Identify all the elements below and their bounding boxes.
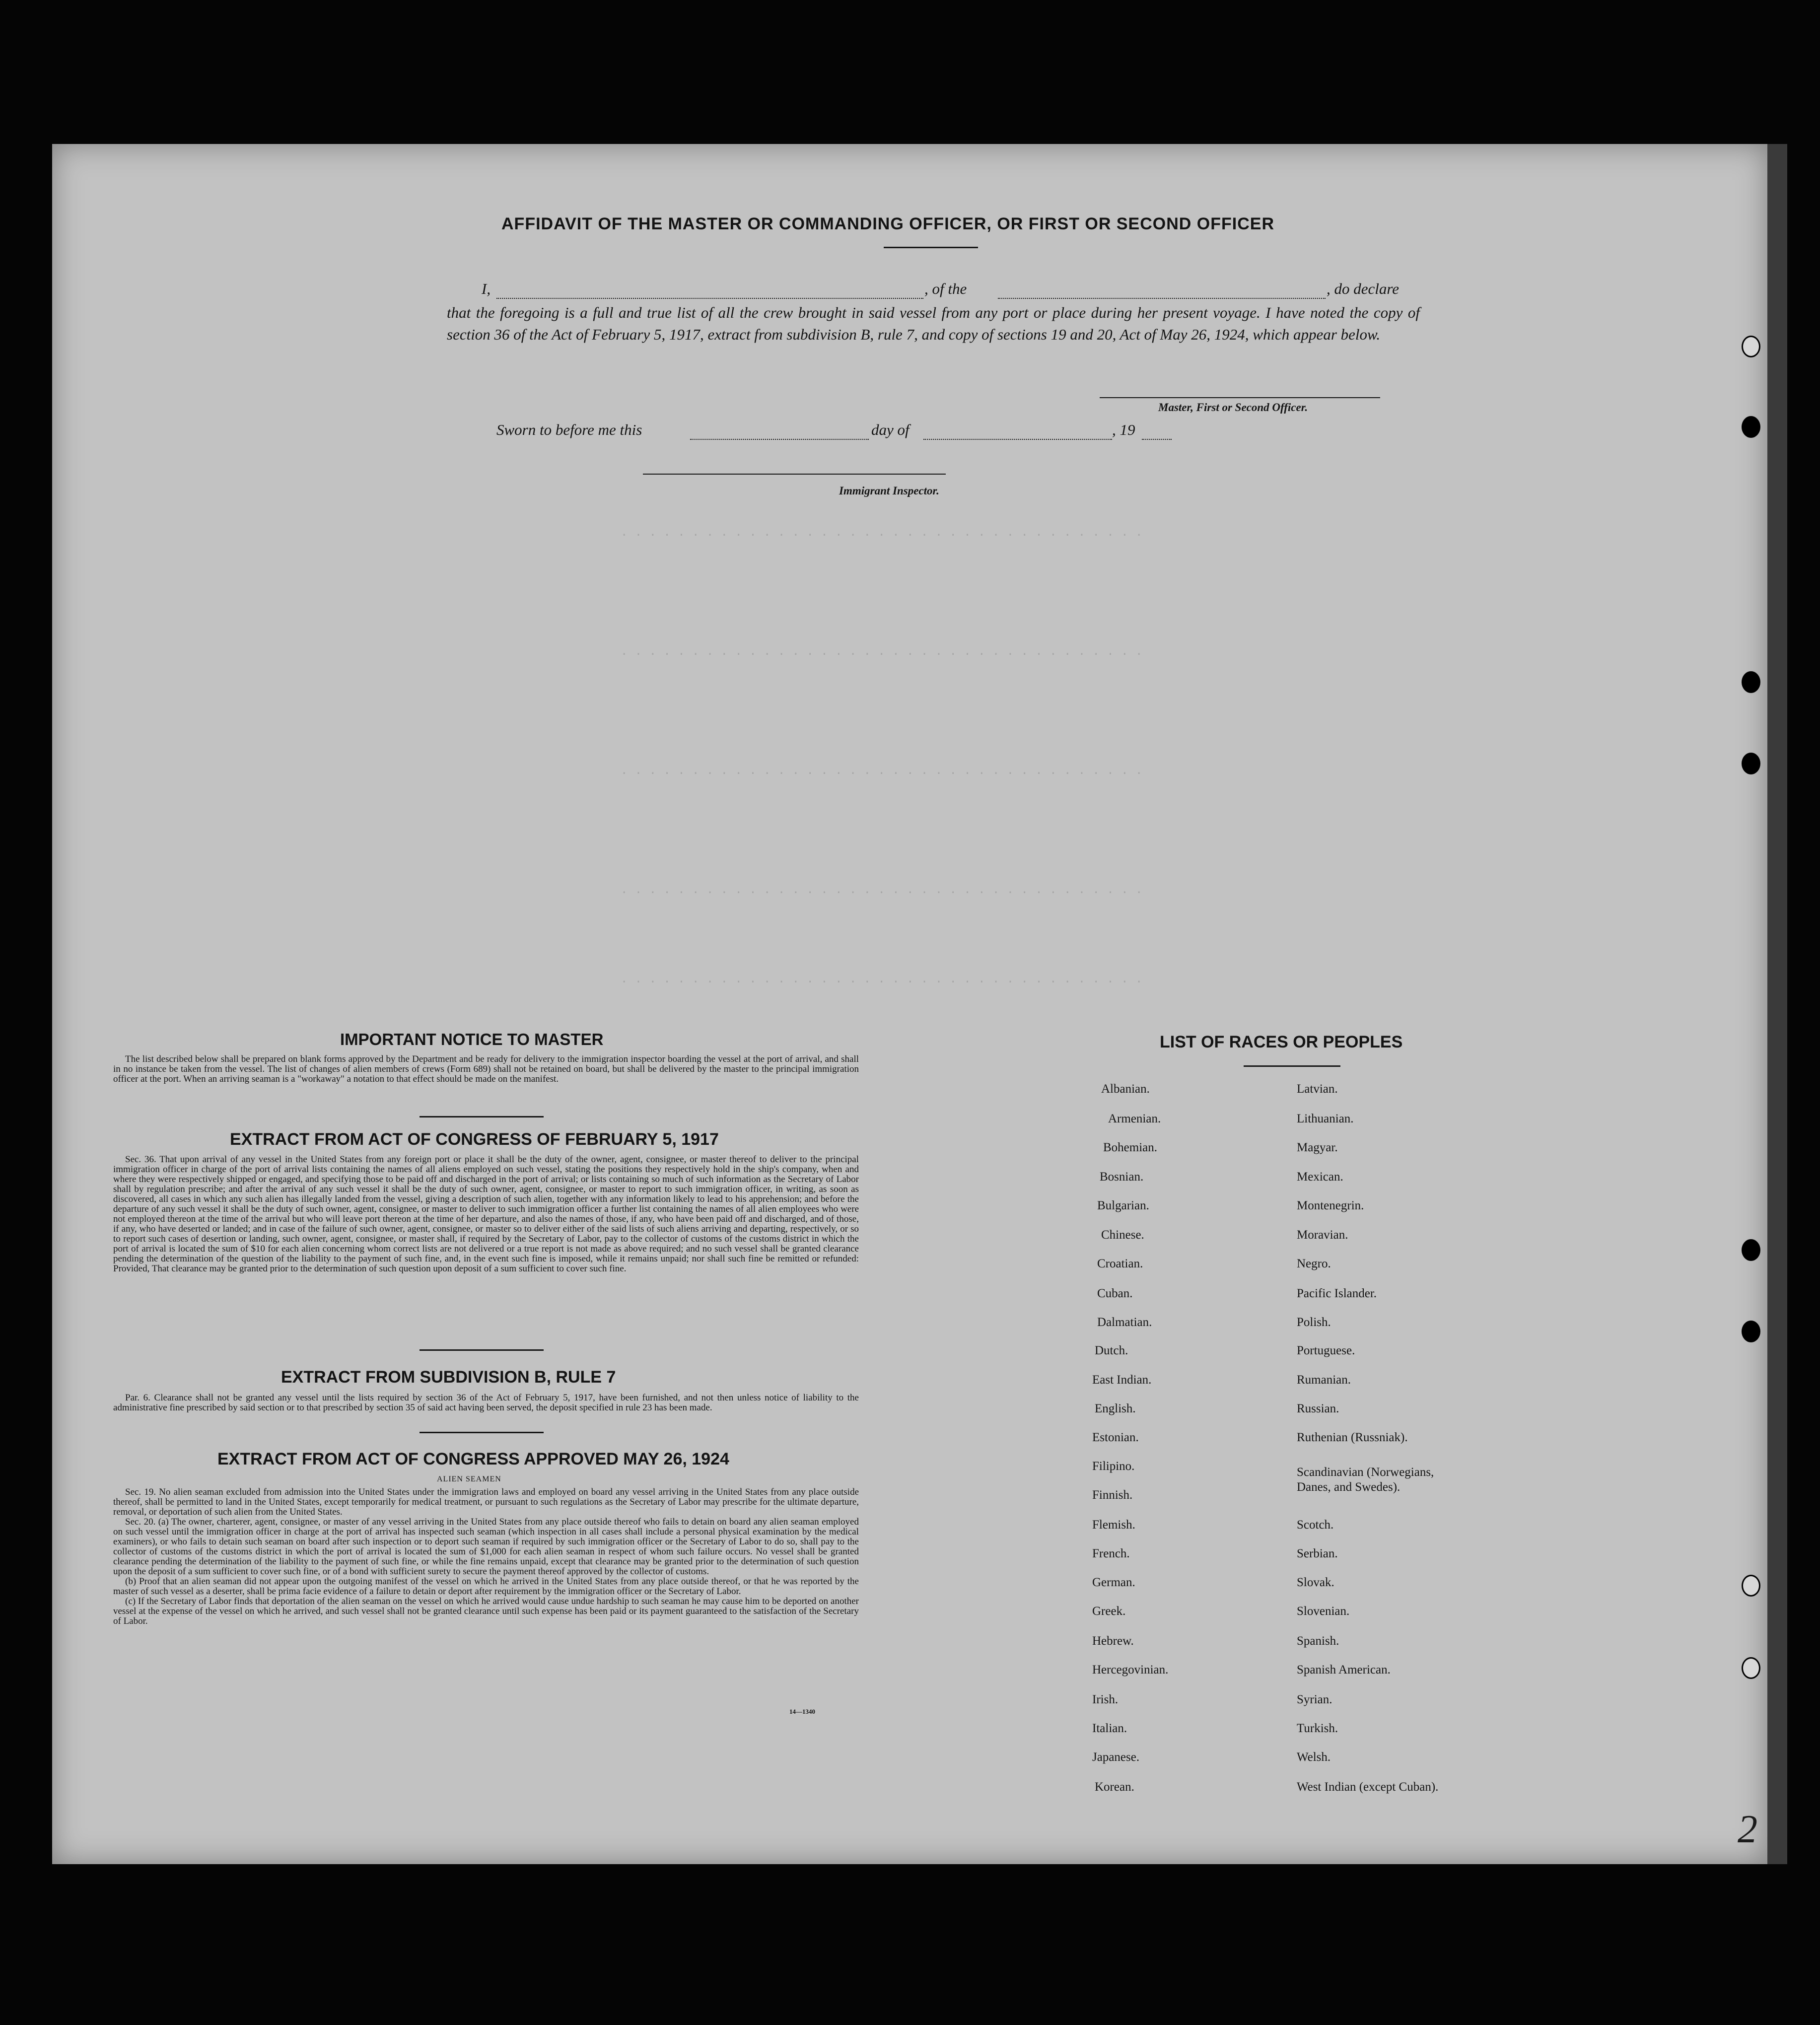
race-item-right: Moravian. xyxy=(1297,1228,1348,1242)
race-item-left: German. xyxy=(1092,1576,1135,1589)
punch-hole xyxy=(1742,416,1760,438)
race-item-left: Albanian. xyxy=(1101,1082,1150,1096)
rule7-body xyxy=(113,1393,859,1413)
notice-text: The list described below shall be prepared on blank forms approved by the Department and be ready for delivery to the immigration inspector boarding the vessel at the port of arrival, and shall in no instance be taken from the vessel. The list of changes of alien members of crews (Form 689) shall not be retained on board, but shall be delivered by the master to the principal immigration officer at the port. When an arriving seaman is a "workaway" a notation to that effect should be made on the manifest. xyxy=(113,1054,859,1084)
race-item-right: West Indian (except Cuban). xyxy=(1297,1780,1439,1794)
race-item-left: Italian. xyxy=(1092,1722,1127,1735)
race-item-left: Hercegovinian. xyxy=(1092,1663,1169,1676)
race-item-left: Japanese. xyxy=(1092,1750,1140,1764)
race-item-left: Bulgarian. xyxy=(1097,1199,1149,1212)
rule7-title: EXTRACT FROM SUBDIVISION B, RULE 7 xyxy=(281,1368,616,1387)
sworn-day-of: day of xyxy=(871,421,910,438)
race-item-left: Greek. xyxy=(1092,1605,1126,1618)
race-item-left: English. xyxy=(1095,1402,1136,1415)
page-edge xyxy=(1767,144,1787,1864)
race-item-left: Armenian. xyxy=(1108,1112,1161,1125)
race-item-right: Negro. xyxy=(1297,1257,1331,1270)
race-item-right: Danes, and Swedes). xyxy=(1297,1480,1400,1494)
race-item-right: Serbian. xyxy=(1297,1547,1338,1560)
race-item-right: Lithuanian. xyxy=(1297,1112,1354,1125)
affidavit-body: that the foregoing is a full and true list of all the crew brought in said vessel from any port or place during her present voyage. I have noted the copy of section 36 of the Act of February 5, 1917, extract from subdivision B, rule 7, and copy of sections 19 and 20, Act of May 26, 1924, which appear below. xyxy=(447,304,1420,343)
race-item-left: East Indian. xyxy=(1092,1373,1152,1387)
race-item-right: Polish. xyxy=(1297,1316,1331,1329)
race-item-left: Filipino. xyxy=(1092,1460,1135,1473)
sworn-month-blank xyxy=(923,439,1112,440)
race-item-right: Slovak. xyxy=(1297,1576,1334,1589)
punch-hole xyxy=(1742,1575,1760,1597)
races-title: LIST OF RACES OR PEOPLES xyxy=(1160,1033,1403,1051)
extract-1924-body xyxy=(113,1487,859,1626)
bleed-through: . . . . . . . . . . . . . . . . . . . . . . . . . . . . . . . . . . . . . xyxy=(621,526,1143,540)
punch-hole xyxy=(1742,753,1760,774)
race-item-left: Croatian. xyxy=(1097,1257,1143,1270)
extract-1924-title: EXTRACT FROM ACT OF CONGRESS APPROVED MAY 26, 1924 xyxy=(217,1450,729,1468)
sec-20b-text: (b) Proof that an alien seaman did not appear upon the outgoing manifest of the vessel on which he arrived in the United States from any place outside thereof, or that he was reported by the master of such vessel as a deserter, shall be prima facie evidence of a failure to detain or deport after requirement by the immigration officer or the Secretary of Labor. xyxy=(113,1576,859,1597)
race-item-right: Ruthenian (Russniak). xyxy=(1297,1431,1408,1444)
par-6-text: Par. 6. Clearance shall not be granted any vessel until the lists required by section 36 of the Act of February 5, 1917, have been furnished, and not then unless notice of liability to the administrative fine prescribed by said section or to that prescribed by section 35 of said act having been served, the deposit specified in rule 23 has been made. xyxy=(113,1393,859,1413)
notice-body xyxy=(113,1054,859,1084)
race-item-left: Finnish. xyxy=(1092,1488,1133,1502)
race-item-left: Estonian. xyxy=(1092,1431,1139,1444)
race-item-right: Montenegrin. xyxy=(1297,1199,1364,1212)
extract-1917-body xyxy=(113,1155,859,1274)
race-item-right: Spanish American. xyxy=(1297,1663,1391,1676)
sworn-day-blank xyxy=(690,439,869,440)
affidavit-i: I, xyxy=(482,280,491,297)
race-item-right: Mexican. xyxy=(1297,1170,1343,1184)
section-divider xyxy=(420,1349,544,1351)
race-item-right: Turkish. xyxy=(1297,1722,1338,1735)
sec-20c-text: (c) If the Secretary of Labor finds that deportation of the alien seaman on the vessel on which he arrived would cause undue hardship to such seaman he may cause him to be deported on another vessel at the expense of the vessel on which he arrived, and such vessel shall not be granted clearance until such expense has been paid or its payment guaranteed to the satisfaction of the Secretary of Labor. xyxy=(113,1596,859,1626)
punch-hole xyxy=(1742,1239,1760,1261)
notice-title: IMPORTANT NOTICE TO MASTER xyxy=(340,1030,604,1048)
race-item-left: Chinese. xyxy=(1101,1228,1144,1242)
master-signature-line xyxy=(1100,397,1380,398)
sworn-prefix: Sworn to before me this xyxy=(496,421,642,438)
race-item-left: Bosnian. xyxy=(1100,1170,1144,1184)
race-item-left: Dalmatian. xyxy=(1097,1316,1152,1329)
punch-hole xyxy=(1742,671,1760,693)
race-item-right: Scotch. xyxy=(1297,1518,1334,1532)
race-item-right: Pacific Islander. xyxy=(1297,1287,1377,1300)
race-item-right: Spanish. xyxy=(1297,1634,1339,1648)
race-item-left: Cuban. xyxy=(1097,1287,1133,1300)
race-item-right: Rumanian. xyxy=(1297,1373,1351,1387)
bleed-through: . . . . . . . . . . . . . . . . . . . . . . . . . . . . . . . . . . . . . xyxy=(621,645,1143,659)
bleed-through: . . . . . . . . . . . . . . . . . . . . . . . . . . . . . . . . . . . . . xyxy=(621,973,1143,986)
affidavit-do-declare: , do declare xyxy=(1327,280,1400,297)
sec-20a-text: Sec. 20. (a) The owner, charterer, agent, consignee, or master of any vessel arriving in the United States from any place outside thereof who fails to detain on board any alien seaman employed on such vessel until the immigration officer in charge at the port of arrival has inspected such seaman (which inspection in all cases shall include a personal physical examination by the medical examiners), or who fails to detain such seaman on board after such inspection or to deport such seaman if required by such immigration officer or the Secretary of Labor to do so, shall pay to the collector of customs of the customs district in which the port of arrival is located the sum of $1,000 for each alien seaman in respect of whom such failure occurs. No vessel shall be granted clearance pending the determination of the liability to the payment of such fine, or while the fine remains unpaid, except that clearance may be granted prior to the determination of such question upon the deposit of a sum sufficient to cover such fine, or of a bond with sufficient surety to secure the payment thereof approved by the collector of customs. xyxy=(113,1517,859,1577)
race-item-left: Bohemian. xyxy=(1103,1141,1158,1154)
bleed-through: . . . . . . . . . . . . . . . . . . . . . . . . . . . . . . . . . . . . . xyxy=(621,765,1143,778)
sec-19-text: Sec. 19. No alien seaman excluded from admission into the United States under the immigration laws and employed on board any vessel arriving in the United States from any place outside thereof, shall be permitted to land in the United States, except temporarily for medical treatment, or pursuant to such regulations as the Secretary of Labor may prescribe for the ultimate departure, removal, or deportation of such alien from the United States. xyxy=(113,1487,859,1517)
sworn-year-blank xyxy=(1142,439,1172,440)
form-number: 14—1340 xyxy=(789,1708,815,1715)
vessel-blank xyxy=(998,298,1326,299)
race-item-right: Latvian. xyxy=(1297,1082,1338,1096)
bleed-through: . . . . . . . . . . . . . . . . . . . . . . . . . . . . . . . . . . . . . xyxy=(621,884,1143,897)
race-item-right: Portuguese. xyxy=(1297,1344,1355,1357)
sworn-year: , 19 xyxy=(1112,421,1135,438)
punch-hole xyxy=(1742,336,1760,357)
race-item-right: Russian. xyxy=(1297,1402,1339,1415)
title-rule xyxy=(884,247,978,248)
race-item-right: Welsh. xyxy=(1297,1750,1331,1764)
section-divider xyxy=(420,1116,544,1117)
sec-36-text: Sec. 36. That upon arrival of any vessel in the United States from any foreign port or place it shall be the duty of the owner, agent, consignee, or master thereof to deliver to the principal immigration officer in charge of the port of arrival lists containing the names of all aliens employed on such vessel, stating the positions they respectively hold in the ship's company, when and where they were respectively shipped or engaged, and specifying those to be paid off and discharged in the port of arrival; or lists containing so much of such information as the Secretary of Labor shall by regulation prescribe; and after the arrival of any such vessel it shall be the duty of such owner, agent, consignee, or master to report to such immigration officer, in writing, as soon as discovered, all cases in which any such alien has illegally landed from the vessel, giving a description of such alien, together with any information likely to lead to his apprehension; and before the departure of any such vessel it shall be the duty of such owner, agent, consignee, or master to deliver to such immigration officer a further list containing the names of all alien employees who were not employed thereon at the time of the arrival but who will leave port thereon at the time of her departure, and also the names of those, if any, who have been paid off and discharged, and of those, if any, who have deserted or landed; and in case of the failure of such owner, agent, consignee, or master so to deliver either of the said lists of such aliens arriving and departing, respectively, or so to report such cases of desertion or landing, such owner, agent, consignee, or master shall, if required by the Secretary of Labor, pay to the collector of customs of the customs district in which the port of arrival is located the sum of $10 for each alien concerning whom correct lists are not delivered or a true report is not made as above required; and no such vessel shall be granted clearance pending the determination of the question of the liability to the payment of such fine, and, in the event such fine is imposed, while it remains unpaid; nor shall such fine be remitted or refunded: Provided, That clearance may be granted prior to the determination of such question upon deposit of a sum sufficient to cover such fine. xyxy=(113,1154,859,1274)
inspector-signature-line xyxy=(643,474,946,475)
race-item-right: Scandinavian (Norwegians, xyxy=(1297,1466,1434,1479)
race-item-left: Korean. xyxy=(1095,1780,1134,1794)
races-title-rule xyxy=(1244,1065,1340,1067)
inspector-label: Immigrant Inspector. xyxy=(839,485,939,497)
race-item-right: Syrian. xyxy=(1297,1693,1332,1706)
extract-1917-title: EXTRACT FROM ACT OF CONGRESS OF FEBRUARY 5, 1917 xyxy=(230,1130,719,1149)
race-item-left: Irish. xyxy=(1092,1693,1119,1706)
section-divider xyxy=(420,1432,544,1433)
margin-mark: 2 xyxy=(1738,1808,1757,1851)
master-label: Master, First or Second Officer. xyxy=(1158,401,1308,414)
name-blank xyxy=(496,298,923,299)
race-item-left: Dutch. xyxy=(1095,1344,1128,1357)
punch-hole xyxy=(1742,1321,1760,1342)
race-item-right: Slovenian. xyxy=(1297,1605,1350,1618)
alien-seamen-subtitle: ALIEN SEAMEN xyxy=(437,1475,501,1483)
punch-hole xyxy=(1742,1657,1760,1679)
race-item-right: Magyar. xyxy=(1297,1141,1338,1154)
race-item-left: French. xyxy=(1092,1547,1130,1560)
affidavit-title: AFFIDAVIT OF THE MASTER OR COMMANDING OFFICER, OR FIRST OR SECOND OFFICER xyxy=(501,214,1274,233)
affidavit-of-the: , of the xyxy=(924,280,967,297)
race-item-left: Flemish. xyxy=(1092,1518,1135,1532)
race-item-left: Hebrew. xyxy=(1092,1634,1134,1648)
